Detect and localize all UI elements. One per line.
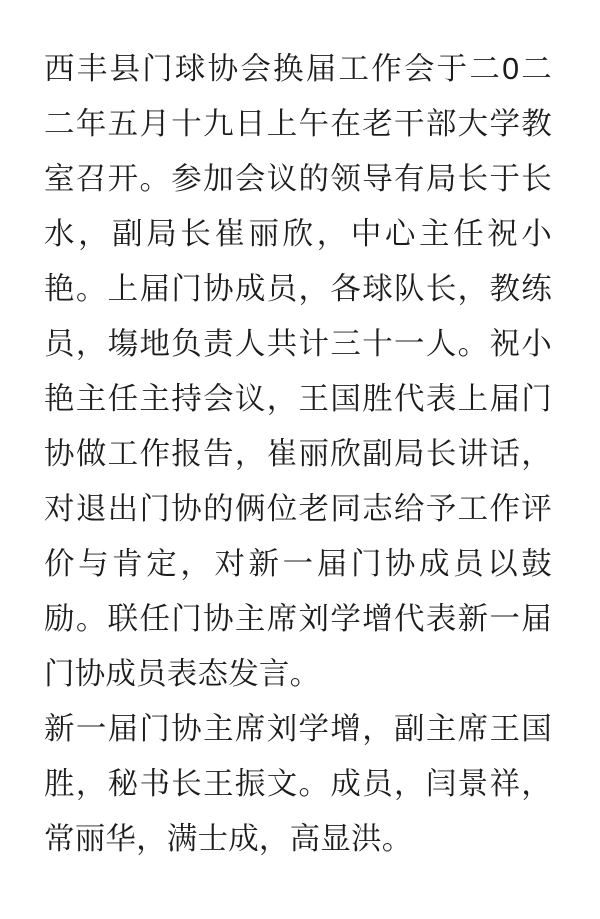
paragraph-2: 新一届门协主席刘学增，副主席王国胜，秘书长王振文。成员，闫景祥，常丽华，满士成，高显洪。 (44, 712, 552, 856)
paragraph-1: 西丰县门球协会换届工作会于二0二二年五月十九日上午在老干部大学教室召开。参加会议的领导有局长于长水，副局长崔丽欣，中心主任祝小艳。上届门协成员，各球队长，教练员，塲地负责人共计三十一人。祝小艳主任主持会议，王国胜代表上届门协做工作报告，崔丽欣副局长讲话，对退出门协的俩位老同志给予工作评价与肯定，对新一届门协成员以鼓励。联任门协主席刘学增代表新一届门协成员表态发言。 (44, 52, 552, 691)
article-body (44, 42, 552, 867)
